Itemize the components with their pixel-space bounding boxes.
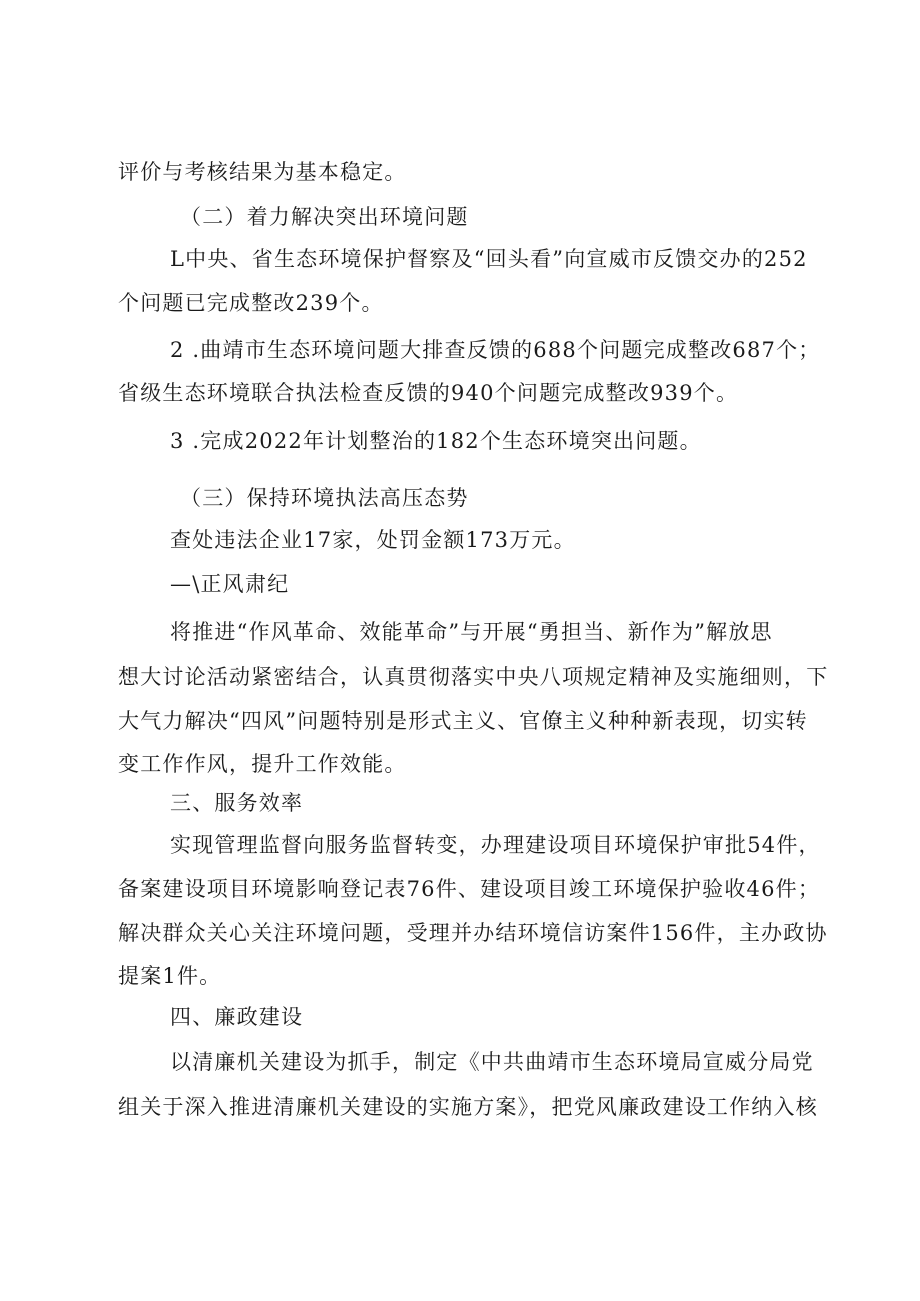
text-line-5: 2 .曲靖市生态环境问题大排查反馈的688个问题完成整改687个；: [170, 338, 821, 362]
section-heading-discipline: —\正风肃纪: [170, 572, 290, 596]
text-line-1: 评价与考核结果为基本稳定。: [118, 160, 407, 184]
text-line-22: 组关于深入推进清廉机关建设的实施方案》，把党风廉政建设工作纳入核: [118, 1095, 818, 1119]
text-line-9: 查处违法企业17家，处罚金额173万元。: [170, 528, 576, 552]
text-line-16: 实现管理监督向服务监督转变，办理建设项目环境保护审批54件，: [170, 833, 821, 857]
text-line-21: 以清廉机关建设为抓手，制定《中共曲靖市生态环境局宣威分局党: [170, 1050, 814, 1074]
text-line-6: 省级生态环境联合执法检查反馈的940个问题完成整改939个。: [118, 381, 739, 405]
section-heading-3: （三）保持环境执法高压态势: [180, 486, 469, 510]
text-line-13: 大气力解决“四风”问题特别是形式主义、官僚主义种种新表现，切实转: [118, 709, 808, 733]
text-line-11: 将推进“作风革命、效能革命”与开展“勇担当、新作为”解放思: [170, 620, 773, 644]
text-line-4: 个问题已完成整改239个。: [118, 291, 384, 315]
text-line-7: 3 .完成2022年计划整治的182个生态环境突出问题。: [170, 429, 702, 453]
text-line-18: 解决群众关心关注环境问题，受理并办结环境信访案件156件，主办政协: [118, 921, 828, 945]
section-heading-2: （二）着力解决突出环境问题: [180, 205, 469, 229]
text-line-12: 想大讨论活动紧密结合，认真贯彻落实中央八项规定精神及实施细则，下: [118, 665, 829, 689]
text-line-17: 备案建设项目环境影响登记表76件、建设项目竣工环境保护验收46件；: [118, 877, 821, 901]
text-line-14: 变工作作风，提升工作效能。: [118, 752, 407, 776]
text-line-19: 提案1件。: [118, 964, 222, 988]
section-heading-integrity: 四、廉政建设: [170, 1005, 304, 1029]
text-line-3: L中央、省生态环境保护督察及“回头看”向宣威市反馈交办的252: [170, 247, 808, 271]
section-heading-service: 三、服务效率: [170, 791, 304, 815]
